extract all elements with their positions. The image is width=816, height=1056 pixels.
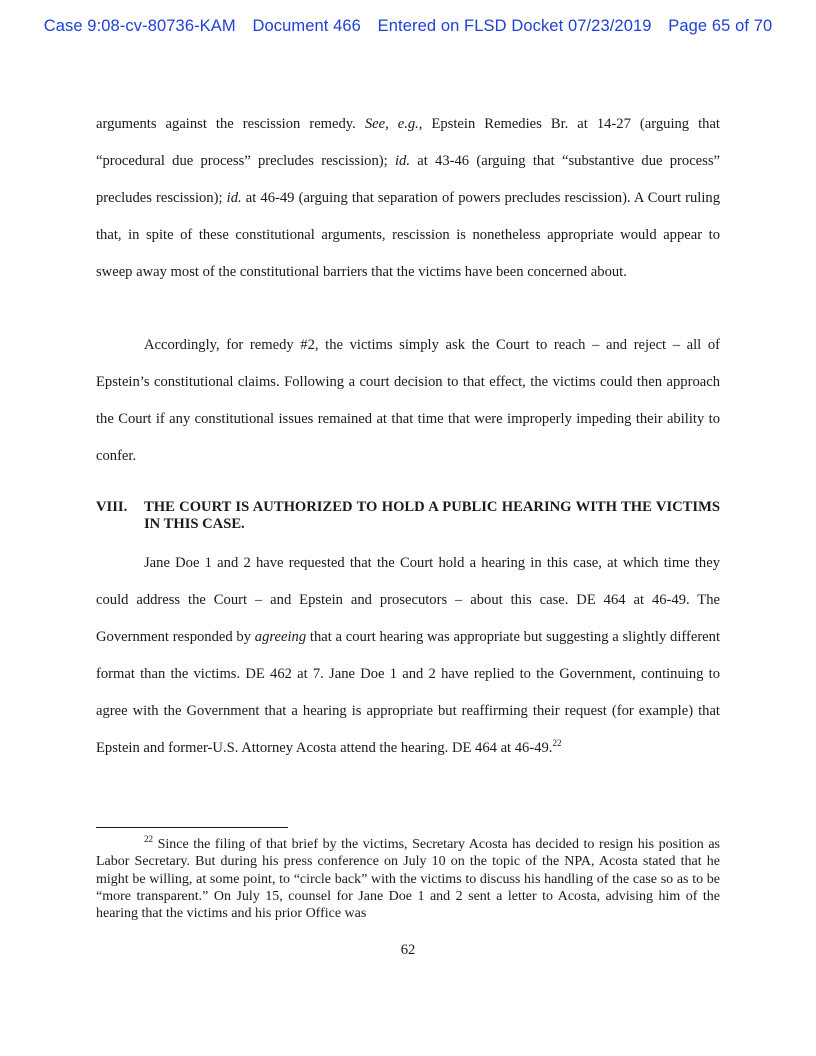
text-run: Jane Doe 1 and 2 have requested that the Court hold a hearing in this case, at which time they could address the Court – and Epstein and prosecutors – about this case. DE 464 at 46-49. The Government responded by [96, 555, 720, 645]
section-title: THE COURT IS AUTHORIZED TO HOLD A PUBLIC HEARING WITH THE VICTIMS IN THIS CASE. [144, 499, 720, 532]
text-run: that a court hearing was appropriate but suggesting a slightly different format than the victims. DE 462 at 7. Jane Doe 1 and 2 have replied to the Government, continuing to agree with the Government that a hearing is appropriate but reaffirming their request (for example) that Epstein and former-U.S. Attorney Acosta attend the hearing. DE 464 at 46-49. [96, 629, 721, 756]
text-run: Epstein Remedies Br. at 14-27 (arguing that “procedural due process” precludes rescission); [96, 116, 720, 169]
text-run: arguments against the rescission remedy. [96, 116, 365, 132]
footnote-marker: 22 [144, 834, 153, 844]
text-run: at 46-49 (arguing that separation of powers precludes rescission). A Court ruling that, in spite of these constitutional arguments, rescission is nonetheless appropriate would appear to sweep away most of the constitutional barriers that the victims have been concerned about. [96, 190, 720, 280]
emphasis-agreeing: agreeing [254, 629, 307, 645]
docket-entry-date: Entered on FLSD Docket 07/23/2019 [377, 17, 652, 35]
page-of-total: Page 65 of 70 [668, 17, 773, 35]
citation-id: id. [394, 153, 410, 169]
paragraph-public-hearing [96, 545, 720, 767]
footnote-22 [96, 836, 720, 922]
paragraph-remedy-2: Accordingly, for remedy #2, the victims simply ask the Court to reach – and reject – all of Epstein’s constitutional claims. Following a court decision to that effect, the victims could then approach the Court if any constitutional issues remained at that time that were improperly impeding their ability to confer. [96, 337, 720, 464]
text-run: at 43-46 (arguing that “substantive due process” precludes rescission); [96, 153, 720, 206]
citation-id: id. [226, 190, 242, 206]
docket-header [0, 17, 816, 36]
section-heading [96, 499, 720, 533]
page-number: 62 [400, 942, 416, 958]
footnote-text: Since the filing of that brief by the victims, Secretary Acosta has decided to resign his position as Labor Secretary. But during his press conference on July 10 on the topic of the NPA, Acosta stated that he might be willing, at some point, to “circle back” with the victims to discuss his handling of the case so as to be “more transparent.” On July 15, counsel for Jane Doe 1 and 2 sent a letter to Acosta, advising him of the hearing that the victims and his prior Office was [96, 837, 720, 922]
case-number: Case 9:08-cv-80736-KAM [43, 17, 236, 35]
document-number: Document 466 [252, 17, 361, 35]
section-number: VIII. [96, 499, 128, 515]
footnote-divider [96, 827, 288, 828]
footnote-reference: 22 [552, 738, 562, 748]
citation-signal: See, e.g., [364, 116, 423, 132]
paragraph-rescission-arguments [96, 106, 720, 291]
